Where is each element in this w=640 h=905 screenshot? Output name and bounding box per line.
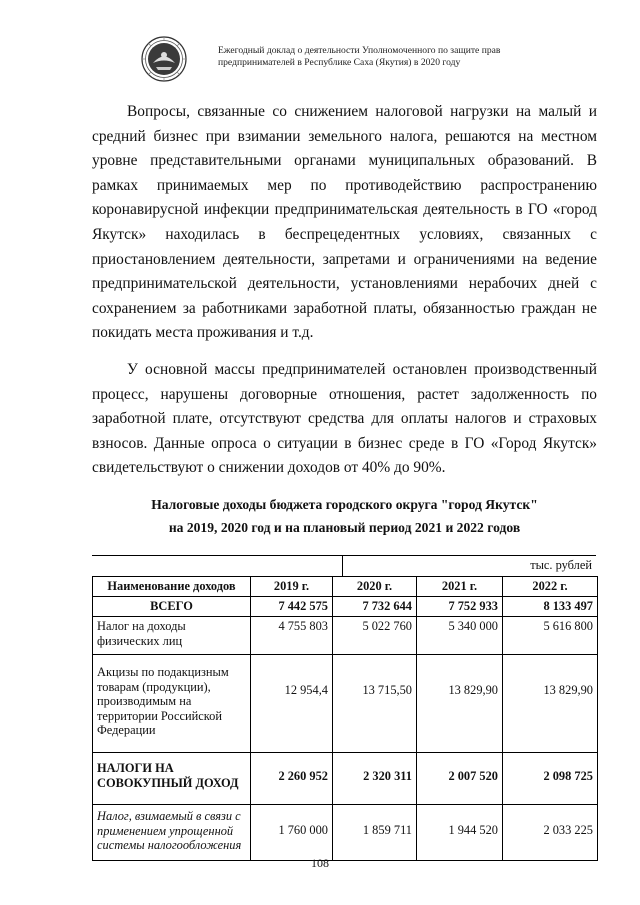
row-name: НАЛОГИ НА СОВОКУПНЫЙ ДОХОД <box>93 753 251 805</box>
row-value-2019: 12 954,4 <box>251 655 333 753</box>
emblem-logo-icon <box>141 36 187 82</box>
header-line-1: Ежегодный доклад о деятельности Уполномоченного по защите прав <box>218 45 501 56</box>
table-title-line-1: Налоговые доходы бюджета городского округа "город Якутск" <box>151 497 538 512</box>
row-value-2019: 4 755 803 <box>251 617 333 655</box>
tax-revenue-table <box>92 576 598 861</box>
header-income-name: Наименование доходов <box>93 577 251 597</box>
row-value-2019: 7 442 575 <box>251 597 333 617</box>
table-row-excises <box>93 655 598 753</box>
row-value-2020: 5 022 760 <box>333 617 417 655</box>
row-value-2020: 2 320 311 <box>333 753 417 805</box>
table-title <box>92 493 597 539</box>
table-row-total-income-taxes <box>93 753 598 805</box>
row-value-2019: 1 760 000 <box>251 805 333 861</box>
row-value-2022: 8 133 497 <box>503 597 598 617</box>
header-line-2: предпринимателей в Республике Саха (Якутия) в 2020 году <box>218 57 461 68</box>
table-row-personal-income-tax <box>93 617 598 655</box>
row-name: Акцизы по подакцизным товарам (продукции), производимым на территории Российской Федерации <box>93 655 251 753</box>
table-units-row <box>92 555 596 577</box>
paragraph-tax-burden: Вопросы, связанные со снижением налоговой нагрузки на малый и средний бизнес при взимании земельного налога, решаются на местном уровне представительными органами муниципальных образований. В рамках принимаемых мер по противодействию распространению коронавирусной инфекции предпринимательская деятельность в ГО «город Якутск» находилась в беспрецедентных условиях, связанных с приостановлением деятельности, запретами и ограничениями на ведение предпринимательской деятельности, установлениями нерабочих дней с сохранением за работниками заработной платы, обязанностью граждан не покидать места проживания и т.д. <box>92 103 597 342</box>
header-2019: 2019 г. <box>251 577 333 597</box>
table-units: тыс. рублей <box>530 558 592 572</box>
row-value-2020: 7 732 644 <box>333 597 417 617</box>
header-2021: 2021 г. <box>417 577 503 597</box>
row-value-2021: 2 007 520 <box>417 753 503 805</box>
running-header <box>218 45 538 69</box>
row-value-2022: 2 098 725 <box>503 753 598 805</box>
units-divider <box>342 556 343 577</box>
row-name: Налог на доходы физических лиц <box>93 617 251 655</box>
row-value-2021: 5 340 000 <box>417 617 503 655</box>
table-row-simplified-tax <box>93 805 598 861</box>
row-value-2021: 13 829,90 <box>417 655 503 753</box>
header-2020: 2020 г. <box>333 577 417 597</box>
row-value-2020: 13 715,50 <box>333 655 417 753</box>
row-value-2022: 5 616 800 <box>503 617 598 655</box>
row-value-2021: 7 752 933 <box>417 597 503 617</box>
row-name: Налог, взимаемый в связи с применением упрощенной системы налогообложения <box>93 805 251 861</box>
row-value-2020: 1 859 711 <box>333 805 417 861</box>
paragraph-business-survey: У основной массы предпринимателей остановлен производственный процесс, нарушены договорные отношения, растет задолженность по заработной плате, отсутствуют средства для оплаты налогов и страховых взносов. Данные опроса о ситуации в бизнес среде в ГО «Город Якутск» свидетельствуют о снижении доходов от 40% до 90%. <box>92 361 597 477</box>
header-2022: 2022 г. <box>503 577 598 597</box>
table-header-row <box>93 577 598 597</box>
table-title-line-2: на 2019, 2020 год и на плановый период 2021 и 2022 годов <box>168 520 521 535</box>
page-number: 108 <box>311 856 329 870</box>
table-row-total <box>93 597 598 617</box>
row-value-2022: 2 033 225 <box>503 805 598 861</box>
row-value-2019: 2 260 952 <box>251 753 333 805</box>
row-name: ВСЕГО <box>93 597 251 617</box>
row-value-2022: 13 829,90 <box>503 655 598 753</box>
row-value-2021: 1 944 520 <box>417 805 503 861</box>
